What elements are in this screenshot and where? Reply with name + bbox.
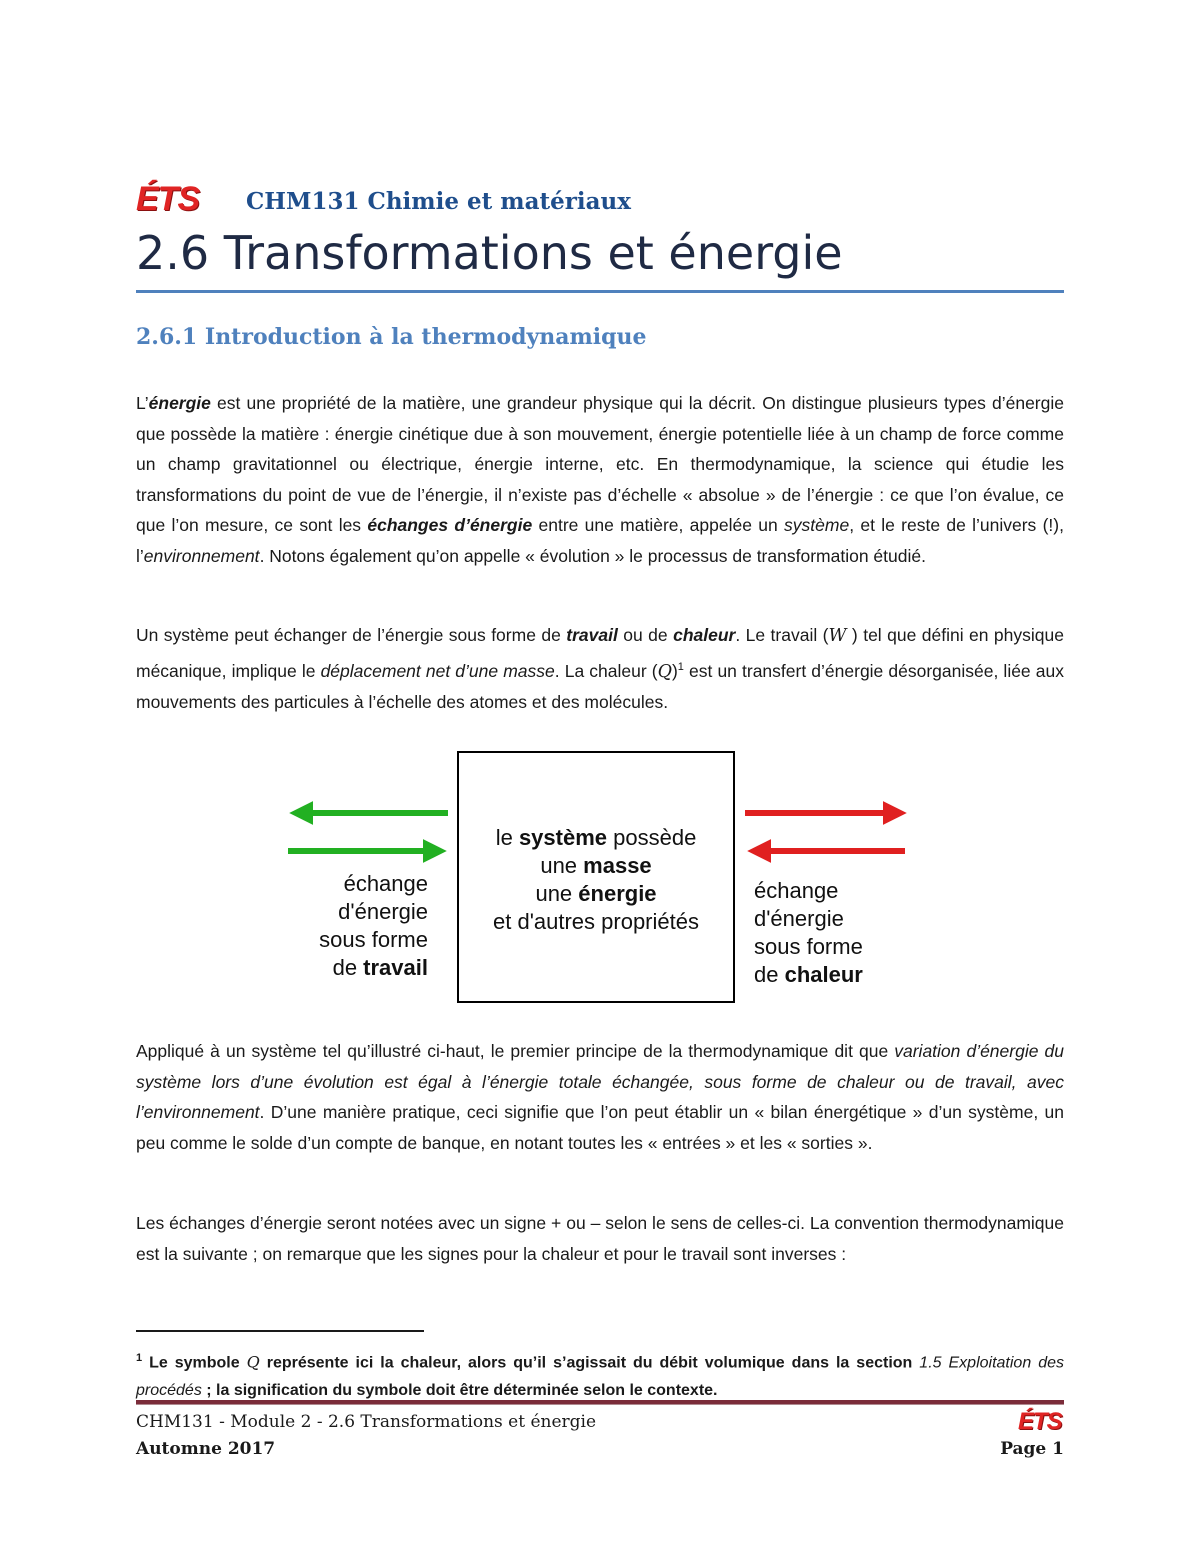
p3-text: . D’une manière pratique, ceci signifie que l’on peut établir un « bilan énergétique » d’un système, un peu comme le solde d’un compte de banque, en notant toutes les « entrées » et les « sorties ». xyxy=(136,1102,1064,1153)
p1-echanges: échanges d’énergie xyxy=(367,515,533,535)
footnote-marker: 1 xyxy=(136,1352,143,1364)
footnote xyxy=(136,1344,1064,1405)
heat-label-line: d'énergie xyxy=(754,906,844,931)
p1-text: . Notons également qu’on appelle « évolution » le processus de transformation étudié. xyxy=(259,545,926,566)
p2-deplacement: déplacement net d’une masse xyxy=(320,660,555,681)
box-line-1: le système possède xyxy=(495,825,697,850)
p2-text: ou de xyxy=(617,625,674,645)
p2-chaleur: chaleur xyxy=(673,625,736,645)
p1-text: entre une matière, appelée un xyxy=(532,515,785,535)
p1-environnement: environnement xyxy=(143,545,260,566)
p2-travail: travail xyxy=(566,625,618,645)
course-title: CHM131 Chimie et matériaux xyxy=(246,188,631,215)
paragraph-work-heat xyxy=(136,620,1064,717)
work-label-line: d'énergie xyxy=(338,899,428,924)
p2-text: . La chaleur ( xyxy=(554,660,658,681)
paragraph-sign-convention: Les échanges d’énergie seront notées avec un signe + ou – selon le sens de celles-ci. La convention thermodynamique est la suivante ; on remarque que les signes pour la chaleur et pour le travail sont inverses : xyxy=(136,1213,1064,1264)
heat-label-line: sous forme xyxy=(754,934,863,959)
paragraph-first-principle xyxy=(136,1036,1064,1158)
page-number: Page 1 xyxy=(1000,1439,1064,1459)
footnote-text: représente ici la chaleur, alors qu’il s’agissait du débit volumique dans la section xyxy=(259,1354,920,1372)
footer-ets-logo: ÉTS xyxy=(1018,1408,1062,1435)
p2-text: Un système peut échanger de l’énergie sous forme de xyxy=(136,625,567,645)
p3-principle: variation d’énergie du système lors d’une évolution est égal à l’énergie totale échangée, sous forme de chaleur ou de travail, avec l’environnement xyxy=(136,1041,1064,1122)
work-label-line: de travail xyxy=(332,955,428,980)
footnote-text: ; la signification du symbole doit être déterminée selon le contexte. xyxy=(201,1382,718,1400)
p2-text: ) xyxy=(671,660,678,681)
p1-energie: énergie xyxy=(148,393,211,413)
p1-systeme: système xyxy=(784,515,850,535)
paragraph-energy-intro xyxy=(136,388,1064,571)
footnote-symbol-q: Q xyxy=(246,1352,260,1372)
footer-course: CHM131 - Module 2 - 2.6 Transformations et énergie xyxy=(136,1412,597,1432)
ets-logo: ÉTS xyxy=(136,180,200,218)
system-box-text xyxy=(457,824,735,936)
work-label-line: échange xyxy=(343,871,428,896)
box-line-2: une masse xyxy=(540,853,652,878)
p3-text: Appliqué à un système tel qu’illustré ci-haut, le premier principe de la thermodynamique dit que xyxy=(136,1041,895,1061)
footnote-ref[interactable]: 1 xyxy=(677,660,684,673)
p1-text: est une propriété de la matière, une grandeur physique qui la décrit. On distingue plusieurs types d’énergie que possède la matière : énergie cinétique due à son mouvement, énergie potentielle liée à un champ de force comme un champ gravitationnel ou électrique, énergie interne, etc. En thermodynamique, la science qui étudie les transformations du point de vue de l’énergie, il n’existe pas d’échelle « absolue » de l’énergie : ce que l’on évalue, ce que l’on mesure, ce sont les xyxy=(136,393,1064,535)
p2-symbol-q: Q xyxy=(657,661,672,682)
p2-text: est un transfert d’énergie désorganisée, liée aux mouvements des particules à l’échelle des atomes et des molécules. xyxy=(136,660,1064,712)
p2-text: ) tel que défini en physique mécanique, implique le xyxy=(136,625,1064,681)
title-rule xyxy=(136,290,1064,293)
box-line-3: une énergie xyxy=(535,881,657,906)
heat-label-line: échange xyxy=(754,878,839,903)
heat-label-line: de chaleur xyxy=(754,962,863,987)
footer-term: Automne 2017 xyxy=(136,1439,276,1459)
page-title: 2.6 Transformations et énergie xyxy=(136,226,843,280)
heat-label xyxy=(754,877,954,989)
footnote-section-ref: 1.5 Exploitation des procédés xyxy=(136,1354,1064,1400)
footer-rule xyxy=(136,1400,1064,1405)
box-line-4: et d'autres propriétés xyxy=(493,909,699,934)
p2-text: . Le travail ( xyxy=(735,625,829,645)
work-label-line: sous forme xyxy=(319,927,428,952)
footnote-rule xyxy=(136,1330,424,1332)
footnote-text: Le symbole xyxy=(142,1354,247,1372)
p1-text: L’ xyxy=(136,393,149,413)
p2-symbol-w: W xyxy=(828,626,847,646)
p1-text: , et le reste de l’univers (!), l’ xyxy=(136,515,1064,566)
section-title: 2.6.1 Introduction à la thermodynamique xyxy=(136,324,647,350)
work-label xyxy=(276,870,428,982)
